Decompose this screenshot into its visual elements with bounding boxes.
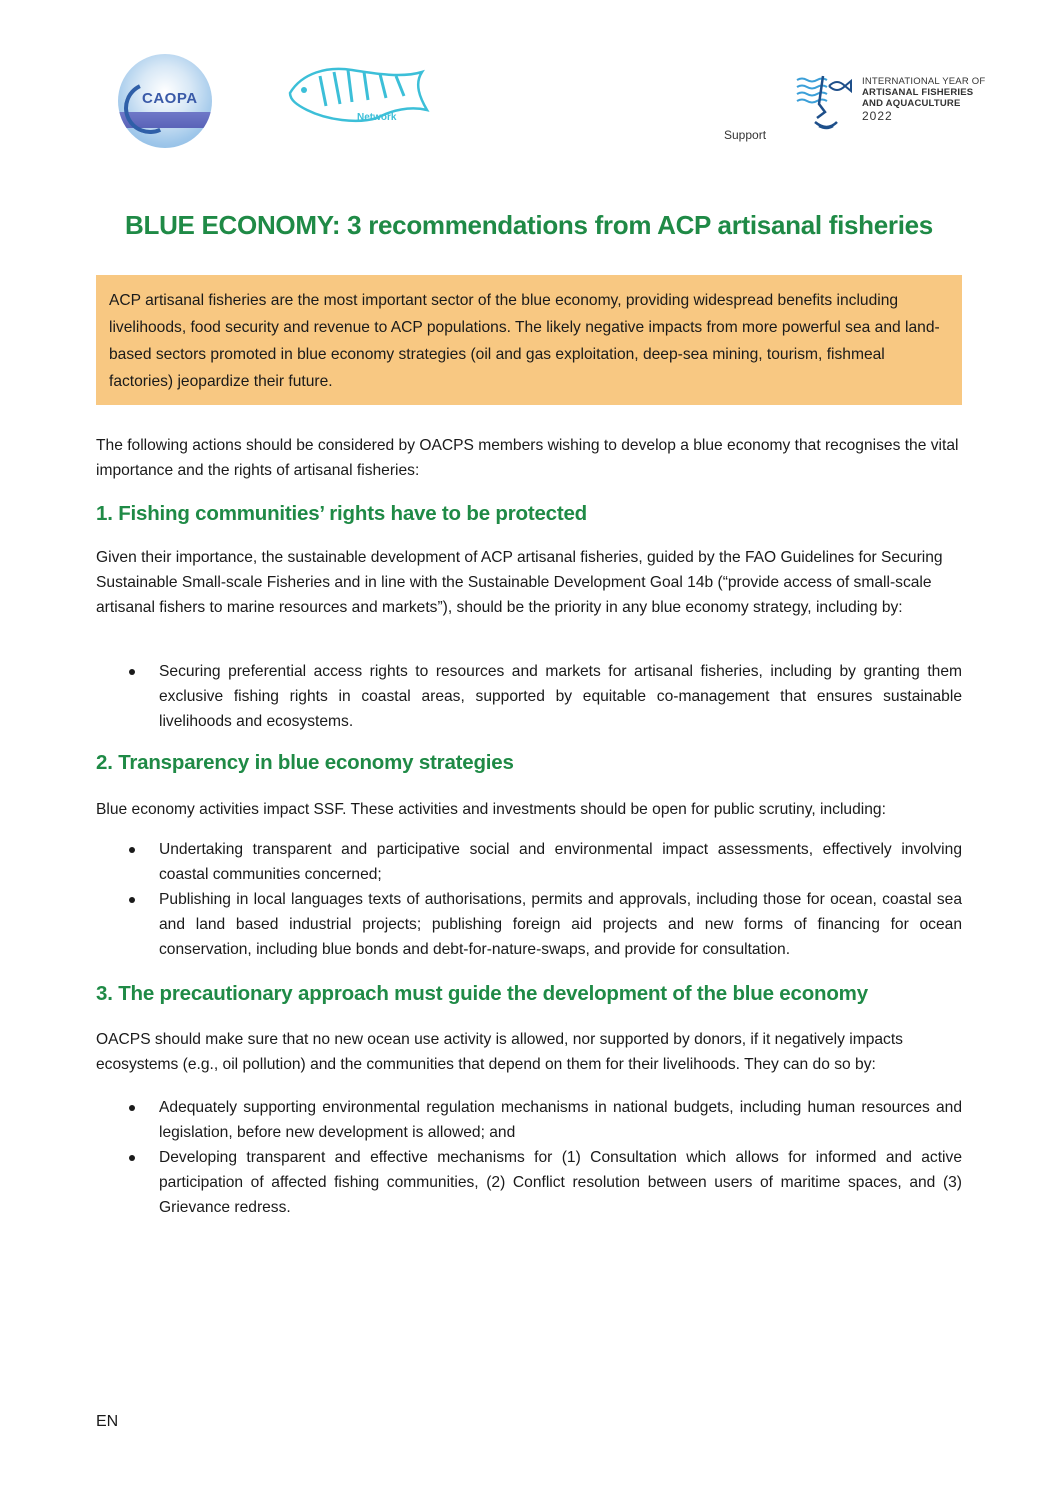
section-3-bullets	[96, 1095, 962, 1220]
summary-callout-text: ACP artisanal fisheries are the most important sector of the blue economy, providing widespread benefits including livelihoods, food security and revenue to ACP populations. The likely negative impacts from more powerful sea and land-based sectors promoted in blue economy strategies (oil and gas exploitation, deep-sea mining, tourism, fishmeal factories) jeopardize their future.	[109, 292, 940, 390]
fish-icon	[829, 81, 851, 91]
bullet-icon	[129, 897, 135, 903]
iyafa-line2: ARTISANAL FISHERIES	[862, 87, 974, 98]
bullet-text: Developing transparent and effective mechanisms for (1) Consultation which allows for informed and active participation of affected fishing communities, (2) Conflict resolution between users of maritime spaces, and (3) Grievance redress.	[159, 1149, 962, 1216]
mifa-network-logo	[282, 58, 432, 128]
bullet-text: Adequately supporting environmental regulation mechanisms in national budgets, including human resources and legislation, before new development is allowed; and	[159, 1099, 962, 1141]
caopa-logo	[118, 54, 212, 148]
section-1-bullets	[96, 659, 962, 734]
section-2-body: Blue economy activities impact SSF. These activities and investments should be open for public scrutiny, including:	[96, 801, 886, 818]
list-item	[96, 837, 962, 887]
section-3-heading: 3. The precautionary approach must guide the development of the blue economy	[96, 982, 868, 1005]
bullet-icon	[129, 669, 135, 675]
list-item	[96, 659, 962, 734]
summary-callout	[96, 275, 962, 405]
bullet-text: Publishing in local languages texts of authorisations, permits and approvals, including those for ocean, coastal sea and land based industrial projects; publishing foreign aid projects and new forms of financing for ocean conservation, including blue bonds and debt-for-nature-swaps, and provide for consultation.	[159, 891, 962, 958]
fish-eye	[301, 87, 307, 93]
intro-paragraph: The following actions should be considered by OACPS members wishing to develop a blue economy that recognises the vital importance and the rights of artisanal fisheries:	[96, 437, 959, 479]
list-item	[96, 1145, 962, 1220]
document-title: BLUE ECONOMY: 3 recommendations from ACP artisanal fisheries	[125, 210, 933, 240]
section-1-body: Given their importance, the sustainable development of ACP artisanal fisheries, guided by the FAO Guidelines for Securing Sustainable Small-scale Fisheries and in line with the Sustainable Development Goal 14b (“provide access of small-scale artisanal fishers to marine resources and markets”), should be the priority in any blue economy strategy, including by:	[96, 549, 943, 616]
section-2-bullets	[96, 837, 962, 962]
section-2-heading: 2. Transparency in blue economy strategies	[96, 751, 514, 774]
iyafa-year: 2022	[862, 109, 893, 123]
bullet-text: Undertaking transparent and participative social and environmental impact assessments, effectively involving coastal communities concerned;	[159, 841, 962, 883]
bullet-text: Securing preferential access rights to resources and markets for artisanal fisheries, including by granting them exclusive fishing rights in coastal areas, supported by equitable co-management that ensures sustainable livelihoods and ecosystems.	[159, 663, 962, 730]
section-3-body: OACPS should make sure that no new ocean use activity is allowed, nor supported by donors, if it negatively impacts ecosystems (e.g., oil pollution) and the communities that depend on them for their livelihoods. They can do so by:	[96, 1031, 903, 1073]
caopa-logo-arc	[118, 75, 183, 142]
bullet-icon	[129, 1155, 135, 1161]
iyafa-line1: INTERNATIONAL YEAR OF	[862, 76, 986, 87]
section-1-heading: 1. Fishing communities’ rights have to be protected	[96, 502, 587, 525]
face-profile	[815, 76, 837, 128]
support-label: Support	[724, 128, 767, 142]
iyafa-title	[862, 76, 985, 122]
language-label: EN	[96, 1413, 119, 1430]
list-item	[96, 887, 962, 962]
bullet-icon	[129, 847, 135, 853]
list-item	[96, 1095, 962, 1145]
caopa-logo-text: CAOPA	[142, 90, 198, 107]
iyafa-line3: AND AQUACULTURE	[862, 98, 961, 109]
iyafa-emblem-logo	[795, 74, 860, 134]
bullet-icon	[129, 1105, 135, 1111]
mifa-network-text: Network	[357, 112, 397, 123]
